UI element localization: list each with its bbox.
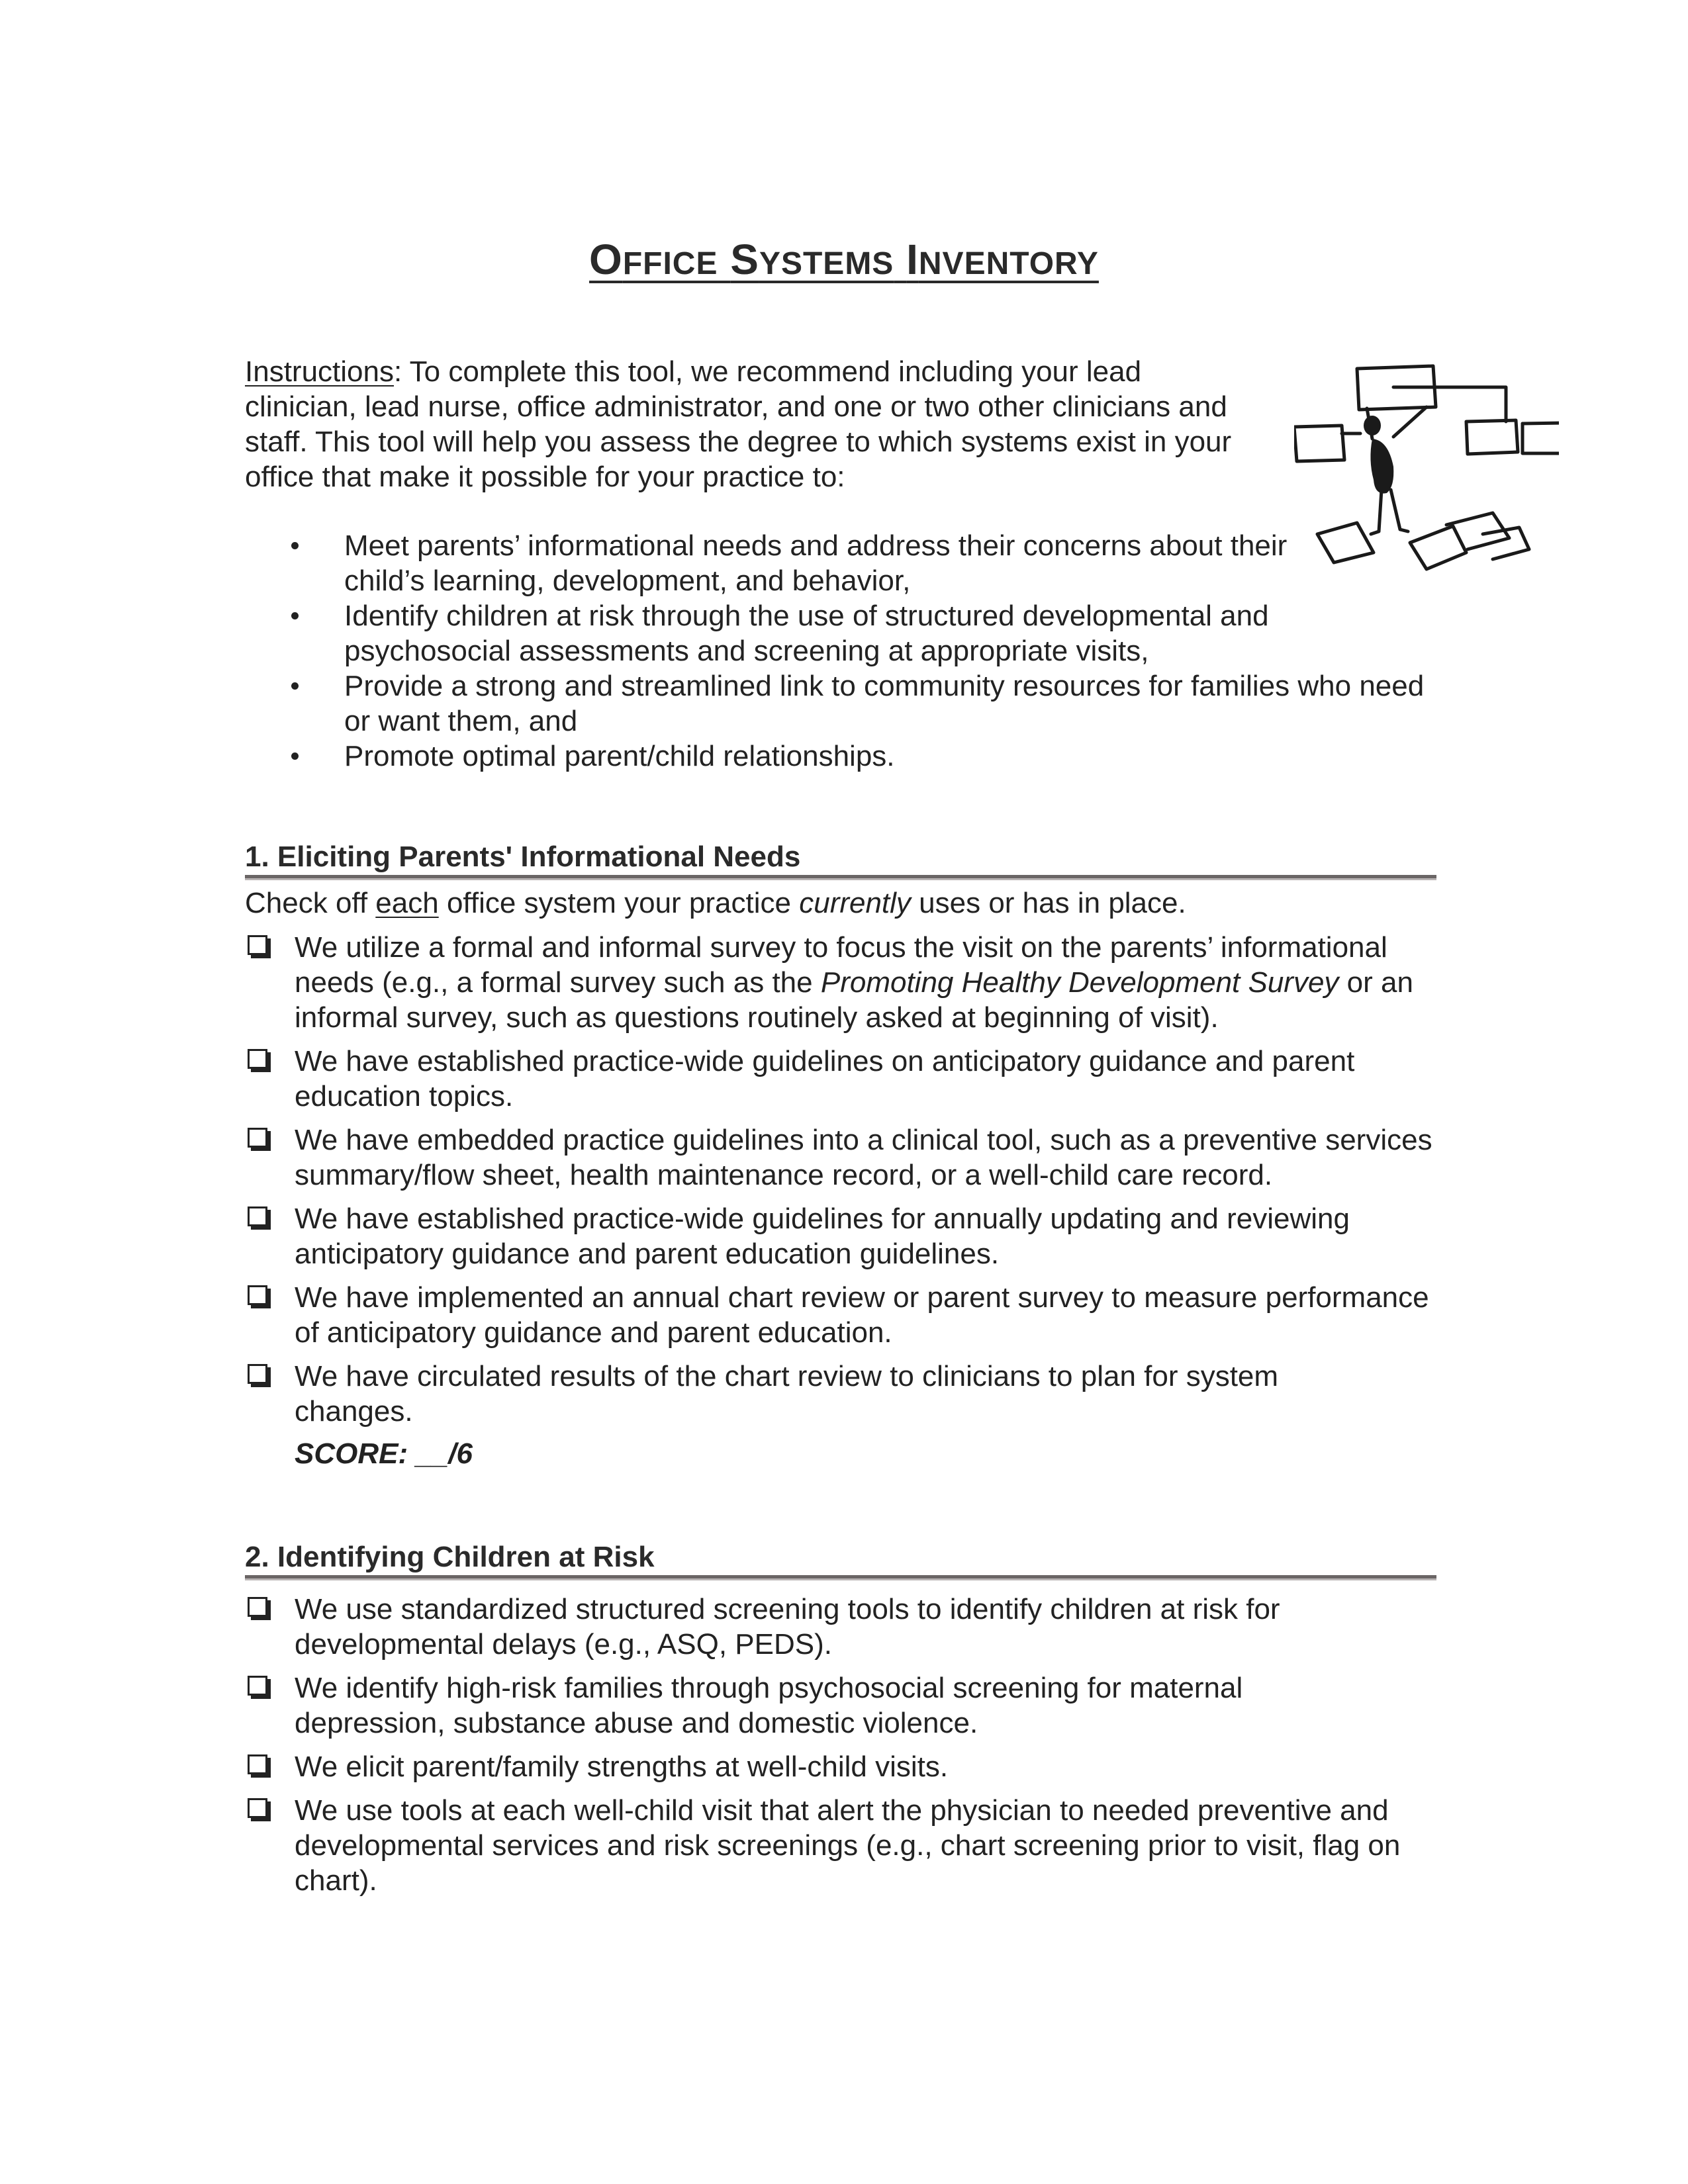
goals-list <box>291 528 1430 774</box>
section-divider <box>245 875 1436 880</box>
checklist-item-text: We use tools at each well-child visit that alert the physician to needed preventive and developmental services and risk screenings (e.g., chart screening prior to visit, flag on chart). <box>295 1794 1401 1897</box>
list-item-text: Promote optimal parent/child relationships. <box>344 740 895 772</box>
section-heading: 2. Identifying Children at Risk <box>245 1541 655 1573</box>
checklist-item-text: We identify high-risk families through psychosocial screening for maternal depression, substance abuse and domestic violence. <box>295 1672 1243 1739</box>
instruction-text: uses or has in place. <box>910 887 1186 919</box>
list-item-text: Provide a strong and streamlined link to community resources for families who need or want them, and <box>344 670 1425 737</box>
checkbox[interactable] <box>248 1049 267 1069</box>
checklist-item[interactable] <box>245 1122 1436 1193</box>
instructions-paragraph <box>245 354 1251 494</box>
checkbox[interactable] <box>248 935 267 955</box>
checklist-item-text: We have established practice-wide guidelines for annually updating and reviewing anticipatory guidance and parent education guidelines. <box>295 1203 1350 1270</box>
title-word: YSTEMS <box>759 246 894 281</box>
checklist-item-text: We utilize a formal and informal survey to focus the visit on the parents’ informational needs (e.g., a formal survey such as the <box>295 931 1387 999</box>
title-letter: I <box>906 236 919 283</box>
bullet-icon <box>291 612 299 619</box>
list-item <box>291 598 1430 668</box>
checkbox[interactable] <box>248 1364 267 1384</box>
checklist-item-text: We have established practice-wide guidelines on anticipatory guidance and parent education topics. <box>295 1045 1355 1113</box>
instruction-text: office system your practice <box>438 887 800 919</box>
bullet-icon <box>291 542 299 549</box>
title-letter: S <box>730 236 759 283</box>
list-item <box>291 739 1430 774</box>
checklist-item[interactable] <box>245 1592 1436 1662</box>
checklist-item[interactable] <box>245 930 1436 1035</box>
checkbox[interactable] <box>248 1597 267 1617</box>
checkbox[interactable] <box>248 1285 267 1305</box>
instruction-emphasis: currently <box>799 887 911 919</box>
page-title <box>0 235 1688 284</box>
section-heading: 1. Eliciting Parents' Informational Needs <box>245 841 801 873</box>
title-word: NVENTORY <box>918 246 1099 281</box>
title-letter: O <box>589 236 623 283</box>
instruction-emphasis: each <box>375 887 439 919</box>
list-item <box>291 668 1430 739</box>
list-item <box>291 528 1430 598</box>
checklist-item[interactable] <box>245 1359 1436 1429</box>
checklist-item-text: We have implemented an annual chart review or parent survey to measure performance of anticipatory guidance and parent education. <box>295 1281 1429 1349</box>
checkbox[interactable] <box>248 1206 267 1226</box>
checklist-section-1 <box>245 930 1436 1437</box>
bullet-icon <box>291 682 299 690</box>
checklist-item-text: We have circulated results of the chart review to clinicians to plan for system changes. <box>295 1360 1279 1428</box>
checkbox[interactable] <box>248 1754 267 1774</box>
checklist-section-2 <box>245 1592 1436 1907</box>
bullet-icon <box>291 752 299 760</box>
instructions-label: Instructions <box>245 355 394 388</box>
section-divider <box>245 1575 1436 1580</box>
checklist-item-text: We elicit parent/family strengths at well-child visits. <box>295 1751 949 1783</box>
checkbox[interactable] <box>248 1798 267 1818</box>
checklist-item[interactable] <box>245 1044 1436 1114</box>
checklist-item[interactable] <box>245 1280 1436 1350</box>
checklist-item-title: Promoting Healthy Development Survey <box>820 966 1339 999</box>
score-field: SCORE: __/6 <box>295 1437 473 1470</box>
list-item-text: Identify children at risk through the use of structured developmental and psychosocial assessments and screening at appropriate visits, <box>344 600 1269 667</box>
instructions-text: : To complete this tool, we recommend including your lead clinician, lead nurse, office administrator, and one or two other clinicians and staff. This tool will help you assess the degree to which systems exist in your office that make it possible for your practice to: <box>245 355 1232 493</box>
checklist-item[interactable] <box>245 1201 1436 1271</box>
instruction-text: Check off <box>245 887 376 919</box>
checklist-item[interactable] <box>245 1749 1436 1784</box>
checklist-item-text: or an informal survey, such as questions routinely asked at beginning of visit). <box>295 966 1413 1034</box>
checklist-item-text: We use standardized structured screening tools to identify children at risk for developmental delays (e.g., ASQ, PEDS). <box>295 1593 1280 1661</box>
checkbox[interactable] <box>248 1676 267 1696</box>
checkbox[interactable] <box>248 1128 267 1148</box>
title-word: FFICE <box>622 246 718 281</box>
checklist-item-text: We have embedded practice guidelines into a clinical tool, such as a preventive services summary/flow sheet, health maintenance record, or a well-child care record. <box>295 1124 1432 1191</box>
checklist-item[interactable] <box>245 1793 1436 1898</box>
list-item-text: Meet parents’ informational needs and address their concerns about their child’s learning, development, and behavior, <box>344 529 1288 597</box>
section-instructions <box>245 886 1436 921</box>
checklist-item[interactable] <box>245 1670 1436 1741</box>
